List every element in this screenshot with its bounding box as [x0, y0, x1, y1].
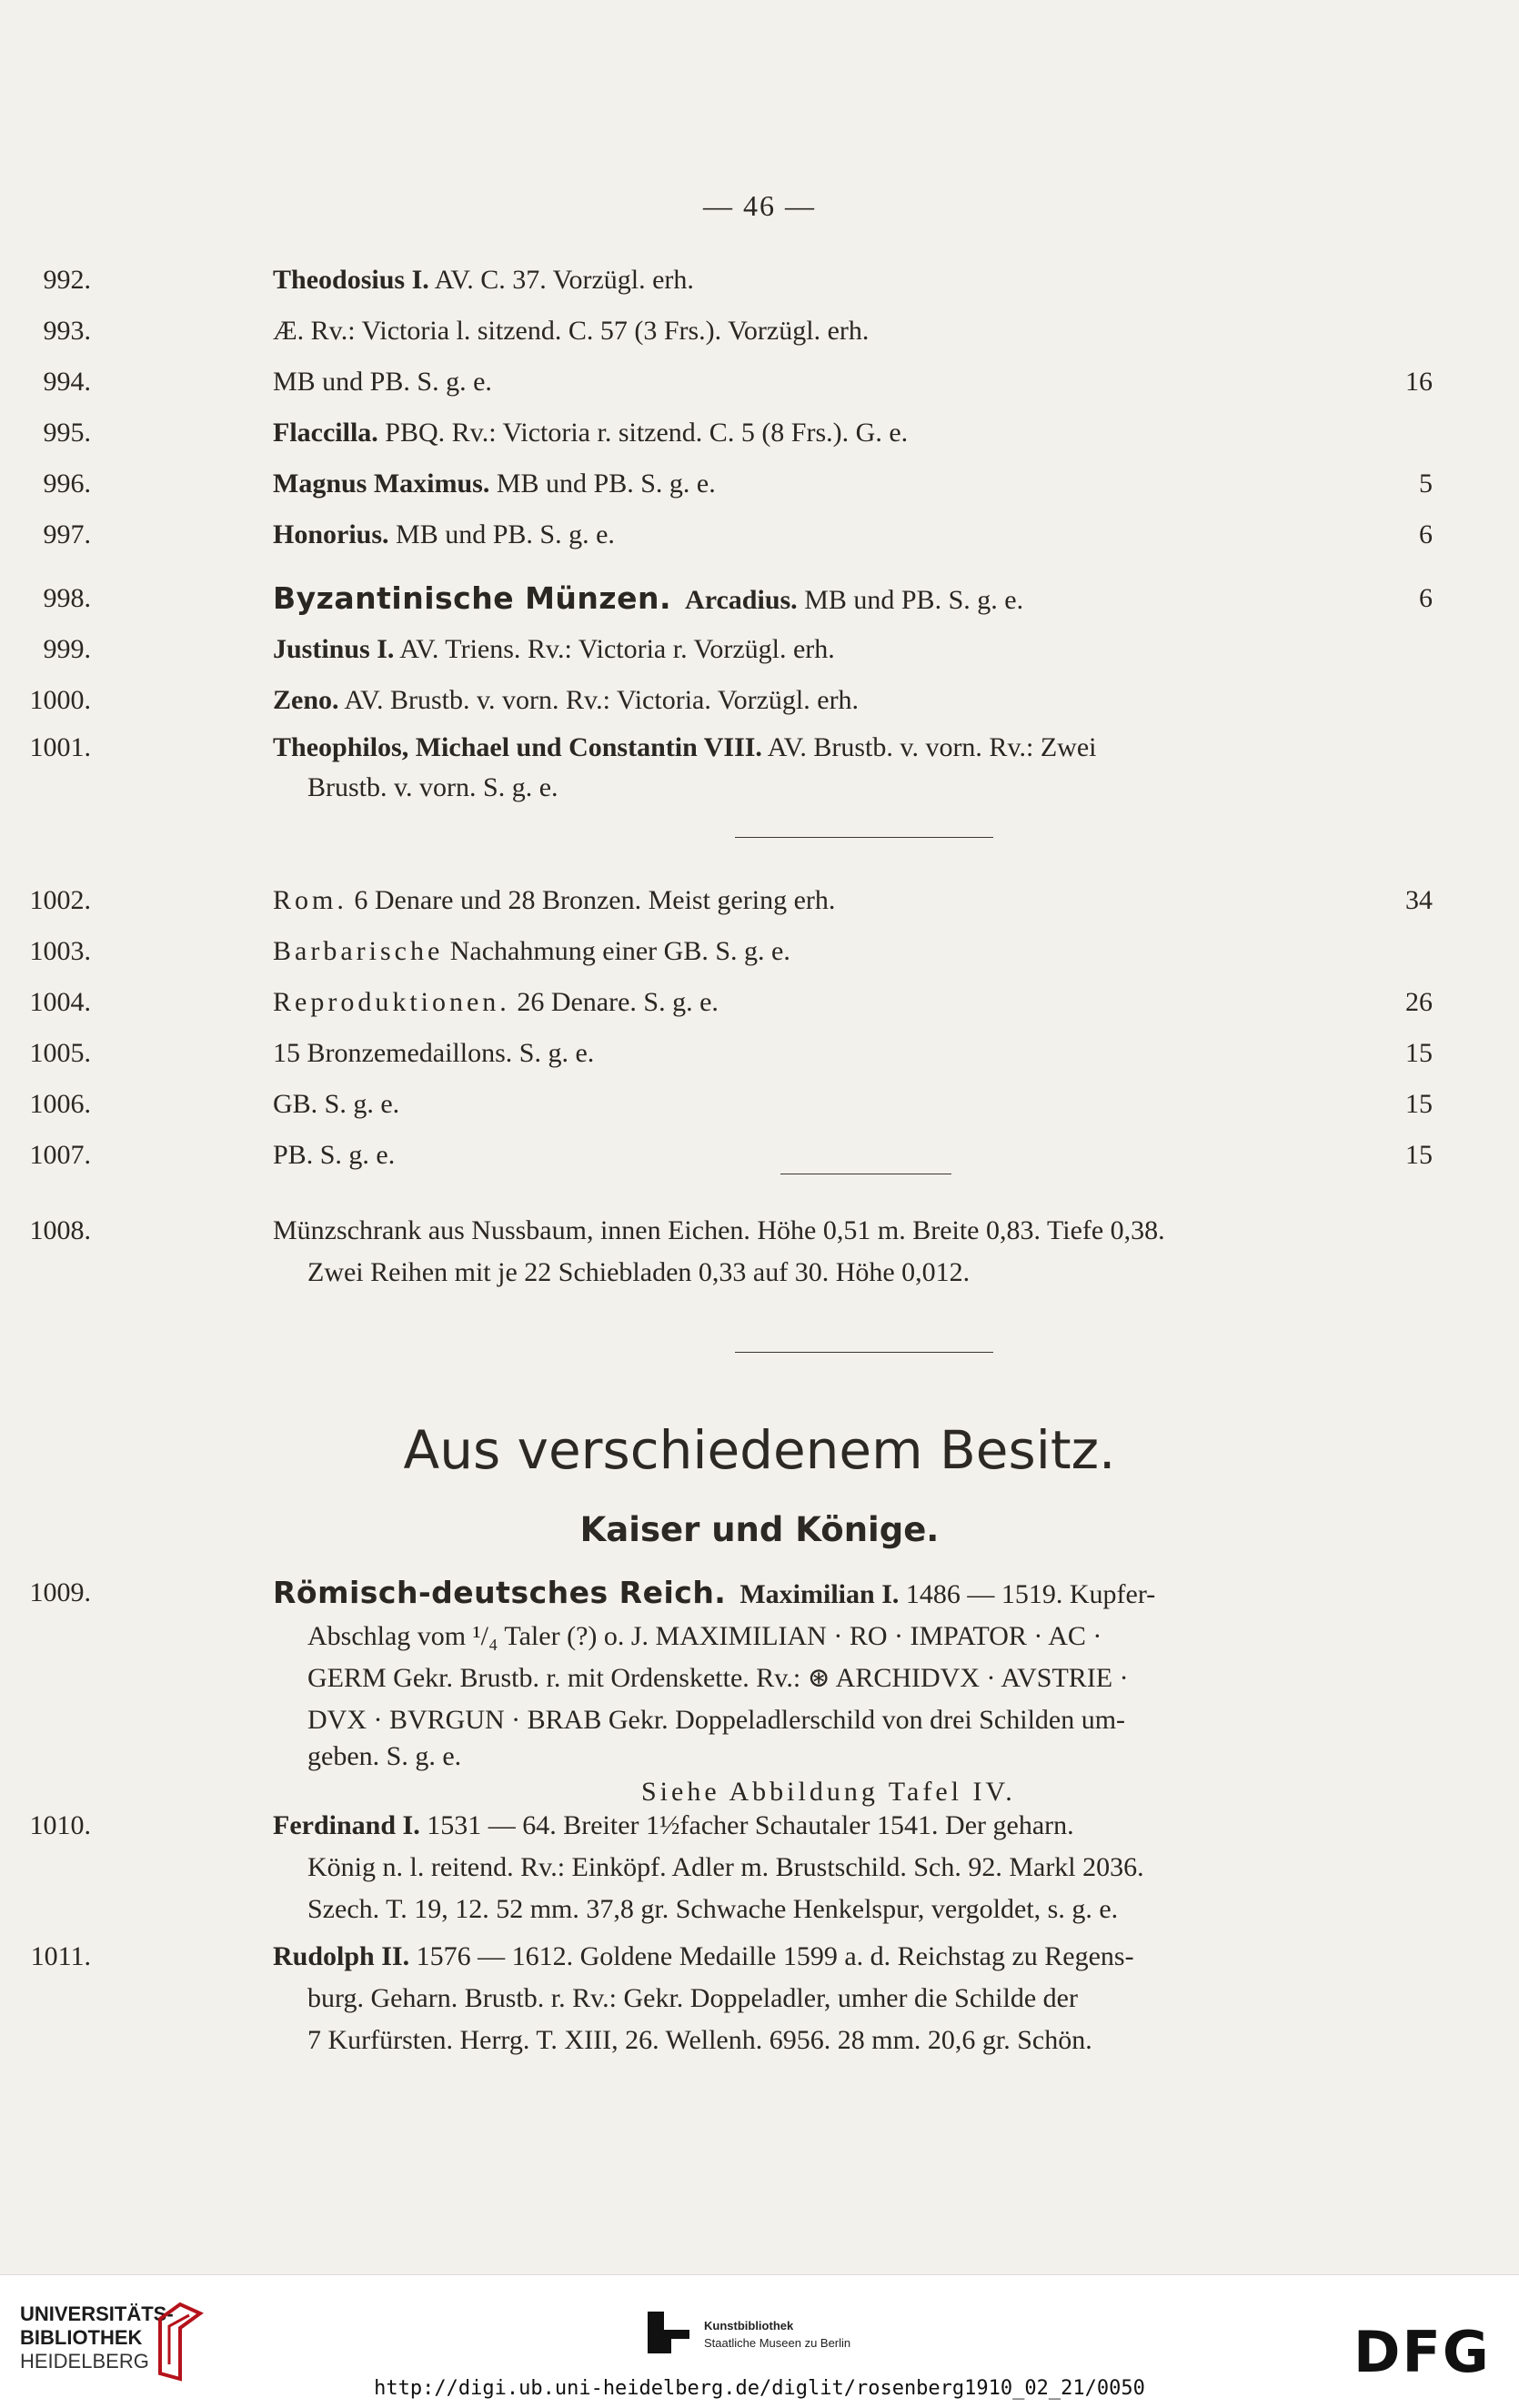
entry-995 [43, 408, 1433, 458]
entry-number: 1010. [29, 1810, 91, 1840]
entry-number: 992. [43, 265, 91, 295]
entry-997 [43, 509, 1433, 560]
entry-price: 6 [1419, 583, 1433, 613]
entry-1004 [29, 977, 1433, 1028]
plate-reference: Siehe Abbildung Tafel IV. [641, 1777, 1016, 1807]
entry-continuation: Brustb. v. vorn. S. g. e. [307, 772, 558, 802]
entry-1001 [29, 728, 1433, 808]
entry-text: AV. Brustb. v. vorn. Rv.: Victoria. Vorzügl. erh. [338, 685, 860, 715]
entry-line: GERM Gekr. Brustb. r. mit Ordenskette. Rv.: ⊛ ARCHIDVX · AVSTRIE · [307, 1663, 1129, 1693]
entry-1003 [29, 926, 1433, 977]
entry-993 [43, 306, 1433, 357]
entry-price: 26 [1405, 987, 1433, 1017]
entry-1002 [29, 875, 1433, 926]
entry-title: Theophilos, Michael und Constantin VIII. [273, 732, 762, 762]
entry-price: 15 [1405, 1089, 1433, 1119]
entry-spaced-title: Barbarische [273, 936, 444, 966]
entry-text: MB und PB. S. g. e. [797, 585, 1024, 615]
entry-spaced-title: Reproduktionen. [273, 987, 510, 1017]
entry-number: 1000. [29, 685, 91, 715]
entry-1010 [29, 1805, 1433, 1930]
entry-text: PBQ. Rv.: Victoria r. sitzend. C. 5 (8 Frs.). G. e. [377, 418, 909, 448]
entry-number: 993. [43, 316, 91, 346]
entry-number: 999. [43, 634, 91, 664]
digitization-footer [0, 2274, 1519, 2408]
entry-price: 15 [1405, 1140, 1433, 1170]
university-library-logo[interactable] [20, 2302, 174, 2373]
logo-text: Staatliche Museen zu Berlin [704, 2336, 851, 2350]
entry-number: 995. [43, 418, 91, 448]
entry-line: 7 Kurfürsten. Herrg. T. XIII, 26. Wellenh. 6956. 28 mm. 20,6 gr. Schön. [307, 2025, 1092, 2055]
entry-text: 6 Denare und 28 Bronzen. Meist gering erh. [347, 885, 836, 915]
entry-title: Justinus I. [273, 634, 395, 664]
entry-number: 1006. [29, 1089, 91, 1119]
entry-continuation: Zwei Reihen mit je 22 Schiebladen 0,33 auf 30. Höhe 0,012. [307, 1257, 971, 1287]
entry-text: PB. S. g. e. [273, 1140, 396, 1170]
ub-logo-mark-icon [153, 2301, 207, 2383]
entry-1011 [30, 1936, 1433, 2061]
entry-1006 [29, 1079, 1433, 1130]
entry-996 [43, 458, 1433, 509]
entry-text: 26 Denare. S. g. e. [509, 987, 719, 1017]
entry-number: 1002. [29, 885, 91, 915]
entry-title: Ferdinand I. [273, 1810, 420, 1840]
entry-line: König n. l. reitend. Rv.: Einköpf. Adler m. Brustschild. Sch. 92. Markl 2036. [307, 1852, 1144, 1882]
entry-title: Maximilian I. [739, 1579, 900, 1609]
entry-text: Münzschrank aus Nussbaum, innen Eichen. Höhe 0,51 m. Breite 0,83. Tiefe 0,38. [273, 1215, 1165, 1245]
entry-992 [43, 255, 1433, 306]
entry-text: AV. Brustb. v. vorn. Rv.: Zwei [761, 732, 1097, 762]
entry-line: geben. S. g. e. [307, 1741, 462, 1771]
entry-number: 994. [43, 367, 91, 397]
entry-number: 996. [43, 469, 91, 499]
entry-title: Flaccilla. [273, 418, 378, 448]
entry-994 [43, 357, 1433, 408]
entry-text: MB und PB. S. g. e. [388, 519, 615, 549]
entry-line: Abschlag vom ¹/₄ Taler (?) o. J. MAXIMILIAN · RO · IMPATOR · AC · [307, 1621, 1102, 1651]
section-title: Römisch-deutsches Reich. [273, 1575, 727, 1610]
entry-price: 6 [1419, 519, 1433, 549]
entry-line: burg. Geharn. Brustb. r. Rv.: Gekr. Doppeladler, umher die Schilde der [307, 1983, 1078, 2013]
entry-text: Nachahmung einer GB. S. g. e. [443, 936, 790, 966]
entry-title: Magnus Maximus. [273, 469, 490, 499]
entry-998 [43, 573, 1433, 626]
section-title: Byzantinische Münzen. [273, 580, 672, 616]
entry-1000 [29, 675, 1433, 726]
entry-1008 [29, 1210, 1433, 1294]
entry-text: 1531 — 64. Breiter 1½facher Schautaler 1541. Der geharn. [419, 1810, 1074, 1840]
entry-text: MB und PB. S. g. e. [489, 469, 716, 499]
entry-1005 [29, 1028, 1433, 1079]
entry-text: 15 Bronzemedaillons. S. g. e. [273, 1038, 595, 1068]
entry-line: Szech. T. 19, 12. 52 mm. 37,8 gr. Schwache Henkelspur, vergoldet, s. g. e. [307, 1894, 1119, 1924]
entry-number: 1004. [29, 987, 91, 1017]
entry-text: AV. Triens. Rv.: Victoria r. Vorzügl. erh. [394, 634, 835, 664]
kunstbibliothek-logo-icon [648, 2312, 689, 2353]
entry-number: 1005. [29, 1038, 91, 1068]
entry-number: 997. [43, 519, 91, 549]
entry-text: Æ. Rv.: Victoria l. sitzend. C. 57 (3 Frs.). Vorzügl. erh. [273, 316, 870, 346]
entry-title: Honorius. [273, 519, 389, 549]
entry-price: 16 [1405, 367, 1433, 397]
entry-text: 1486 — 1519. Kupfer- [899, 1579, 1156, 1609]
entry-number: 998. [43, 583, 91, 613]
entry-number: 1011. [30, 1941, 91, 1971]
entry-title: Arcadius. [685, 585, 798, 615]
entry-number: 1003. [29, 936, 91, 966]
entry-text: GB. S. g. e. [273, 1089, 400, 1119]
page-number: — 46 — [703, 189, 816, 222]
section-heading: Aus verschiedenem Besitz. [403, 1419, 1116, 1481]
entry-number: 1007. [29, 1140, 91, 1170]
divider-rule [735, 1352, 993, 1353]
divider-rule [735, 837, 993, 838]
kunstbibliothek-logo[interactable] [704, 2317, 850, 2352]
entry-price: 34 [1405, 885, 1433, 915]
entry-number: 1001. [29, 732, 91, 762]
entry-spaced-title: Rom. [273, 885, 347, 915]
logo-text: UNIVERSITÄTS- [20, 2302, 174, 2325]
entry-title: Theodosius I. [273, 265, 429, 295]
source-url[interactable]: http://digi.ub.uni-heidelberg.de/diglit/rosenberg1910_02_21/0050 [374, 2377, 1145, 2400]
entry-title: Zeno. [273, 685, 339, 715]
entry-price: 15 [1405, 1038, 1433, 1068]
entry-number: 1009. [29, 1577, 91, 1607]
entry-text: 1576 — 1612. Goldene Medaille 1599 a. d. Reichstag zu Regens- [409, 1941, 1134, 1971]
logo-text: BIBLIOTHEK [20, 2326, 143, 2349]
entry-1009 [29, 1572, 1433, 1812]
dfg-logo[interactable]: DFG [1353, 2319, 1491, 2385]
logo-text: HEIDELBERG [20, 2350, 149, 2373]
entry-text: MB und PB. S. g. e. [273, 367, 492, 397]
entry-number: 1008. [29, 1215, 91, 1245]
entry-price: 5 [1419, 469, 1433, 499]
logo-text: Kunstbibliothek [704, 2319, 794, 2332]
entry-title: Rudolph II. [273, 1941, 410, 1971]
subsection-heading: Kaiser und Könige. [579, 1510, 940, 1549]
entry-999 [43, 624, 1433, 675]
entry-line: DVX · BVRGUN · BRAB Gekr. Doppeladlerschild von drei Schilden um- [307, 1705, 1126, 1735]
entry-text: AV. C. 37. Vorzügl. erh. [428, 265, 694, 295]
